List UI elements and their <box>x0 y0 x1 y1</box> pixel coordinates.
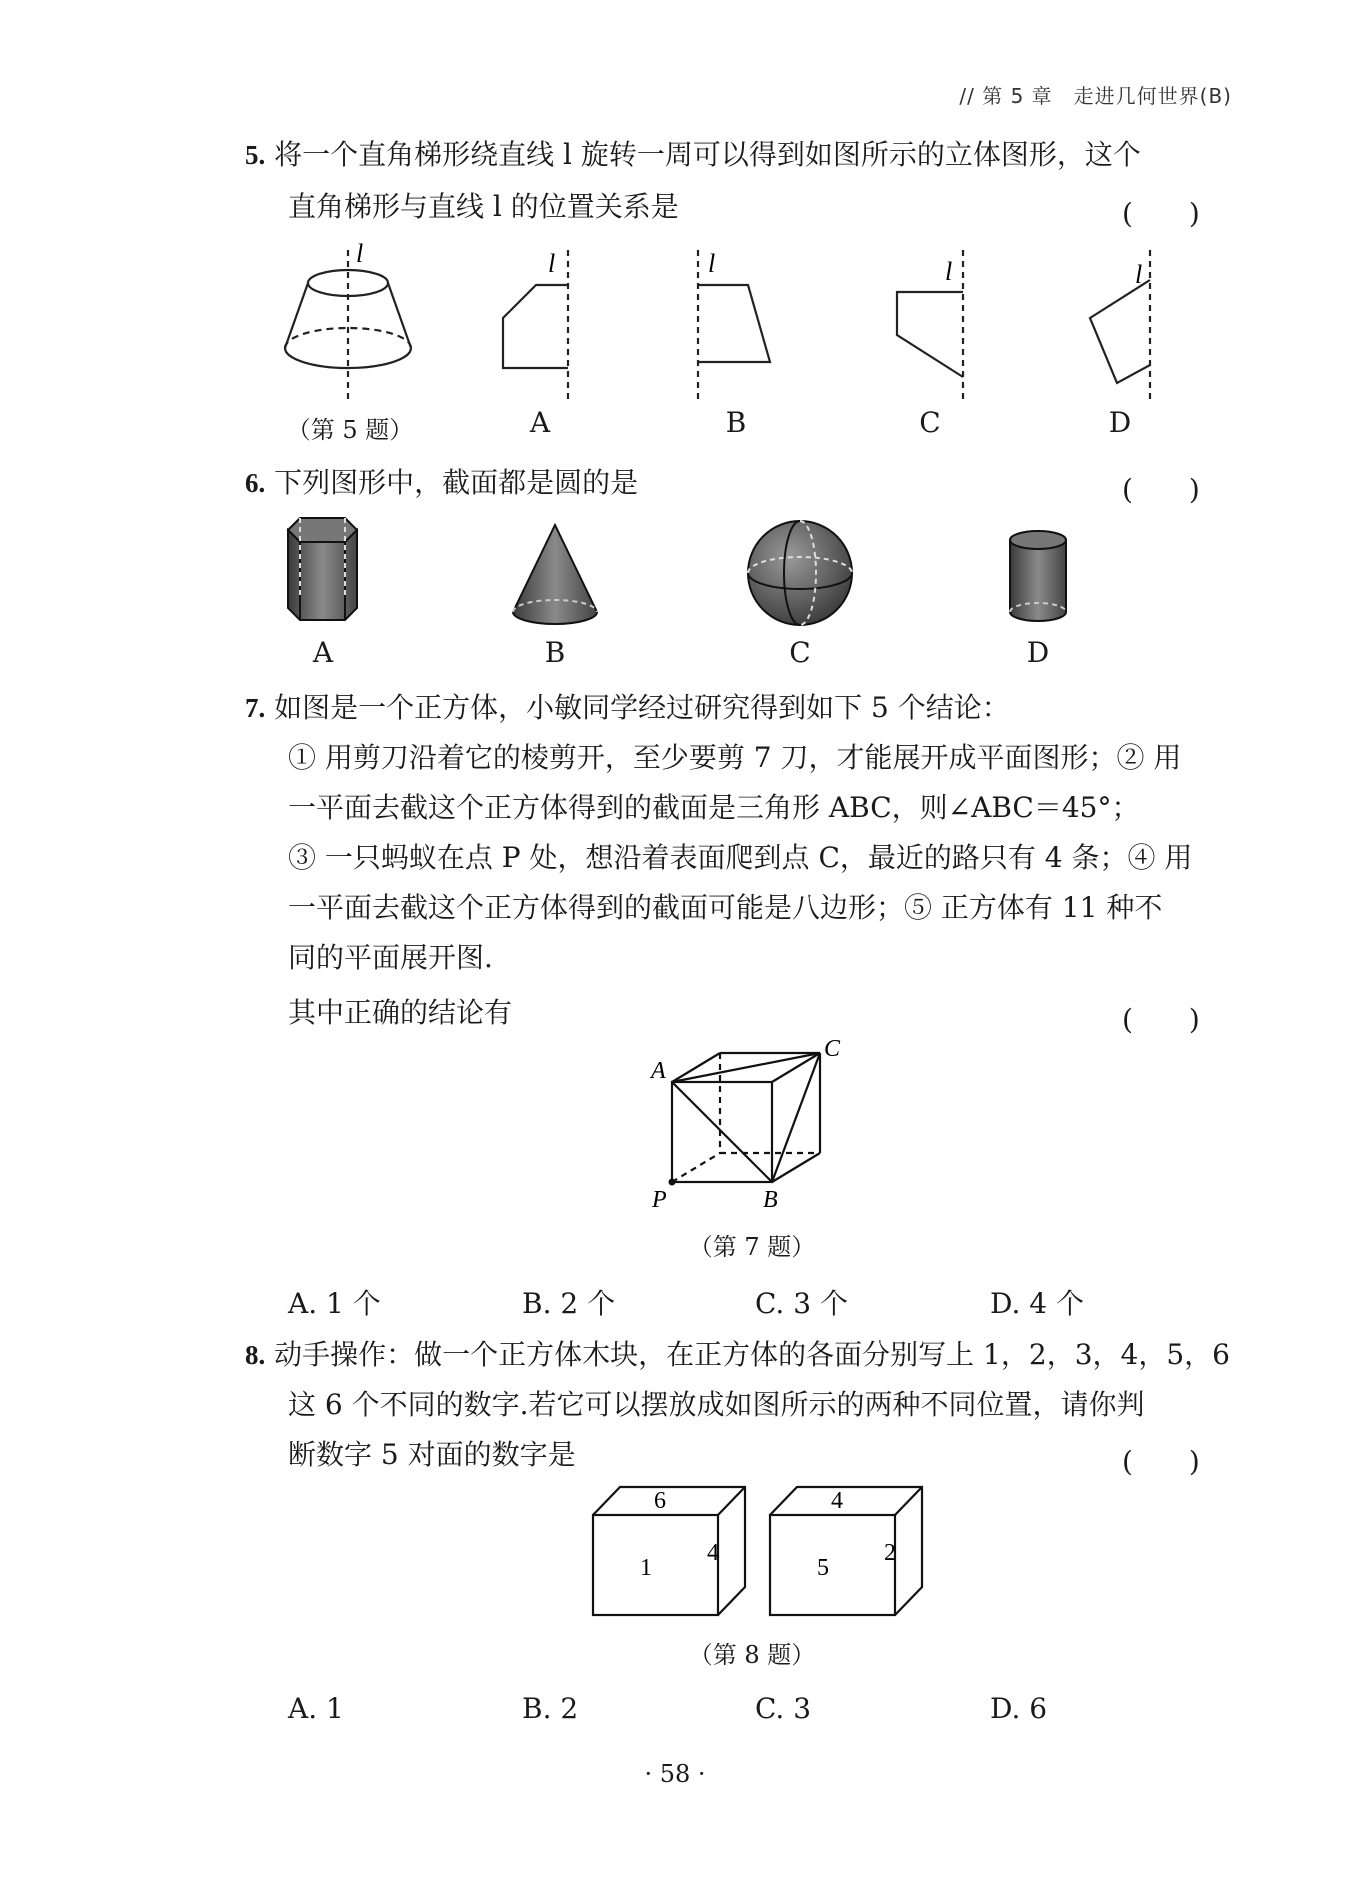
q5-figure-caption: （第 5 题） <box>286 416 414 444</box>
q8-cube-1 <box>593 1487 745 1615</box>
q5-option-c-label[interactable]: C <box>919 406 941 439</box>
q7-number: 7. <box>245 693 266 723</box>
q6-option-d-label[interactable]: D <box>1026 636 1050 669</box>
q7-point-a-label: A <box>651 1058 666 1084</box>
chapter-header: // 第 5 章 走进几何世界(B) <box>959 84 1232 108</box>
q7-answer-paren[interactable]: ( ) <box>1122 1003 1200 1036</box>
q7-point-b-label: B <box>763 1187 778 1213</box>
q6-option-c-label[interactable]: C <box>789 636 811 669</box>
q5-text-line1: 将一个直角梯形绕直线 l 旋转一周可以得到如图所示的立体图形，这个 <box>274 138 1141 171</box>
q5-number: 5. <box>245 140 266 170</box>
q7-point-c-label: C <box>824 1036 841 1062</box>
q7-text-line1: 如图是一个正方体，小敏同学经过研究得到如下 5 个结论： <box>274 691 1010 724</box>
q7-point-p-label: P <box>652 1187 667 1213</box>
q7-text-line2: ① 用剪刀沿着它的棱剪开，至少要剪 7 刀，才能展开成平面图形；② 用 <box>288 741 1182 774</box>
page-number: · 58 · <box>644 1760 706 1788</box>
q8-cube-2 <box>770 1487 922 1615</box>
q8-cube2-top-number: 4 <box>831 1488 843 1514</box>
q7-text-line4: ③ 一只蚂蚁在点 P 处，想沿着表面爬到点 C，最近的路只有 4 条；④ 用 <box>288 841 1193 874</box>
q8-figure-caption: （第 8 题） <box>688 1641 816 1669</box>
q6-option-a-label[interactable]: A <box>312 636 334 669</box>
q8-cube1-side-number: 4 <box>707 1540 719 1566</box>
q6-number: 6. <box>245 468 266 498</box>
q5-axis-label-d: l <box>1135 260 1143 289</box>
q5-answer-paren[interactable]: ( ) <box>1122 197 1200 230</box>
q8-text-line3: 断数字 5 对面的数字是 <box>288 1438 576 1471</box>
q8-number: 8. <box>245 1340 266 1370</box>
q5-option-d-label[interactable]: D <box>1108 406 1132 439</box>
q7-choice-c[interactable]: C. 3 个 <box>755 1287 848 1320</box>
q5-axis-label-a: l <box>548 249 556 278</box>
q8-text-line1: 动手操作：做一个正方体木块，在正方体的各面分别写上 1，2，3，4，5，6 <box>274 1338 1230 1371</box>
q5-text-line2: 直角梯形与直线 l 的位置关系是 <box>288 190 679 223</box>
q5-axis-label-c: l <box>945 257 953 286</box>
q6-option-b-label[interactable]: B <box>544 636 566 669</box>
q7-question-ask: 其中正确的结论有 <box>288 996 513 1029</box>
q5-axis-label-b: l <box>708 249 716 278</box>
q8-cube1-top-number: 6 <box>654 1488 666 1514</box>
q8-cube2-front-number: 5 <box>817 1555 829 1581</box>
q8-choice-c[interactable]: C. 3 <box>755 1692 812 1725</box>
q6-answer-paren[interactable]: ( ) <box>1122 473 1200 506</box>
q5-axis-label-main: l <box>356 239 364 268</box>
q6-text-line1: 下列图形中，截面都是圆的是 <box>274 466 639 499</box>
q7-choice-a[interactable]: A. 1 个 <box>288 1287 381 1320</box>
q8-cube1-front-number: 1 <box>640 1555 652 1581</box>
q7-text-line3: 一平面去截这个正方体得到的截面是三角形 ABC，则∠ABC＝45°； <box>288 791 1140 824</box>
q8-choice-a[interactable]: A. 1 <box>288 1692 344 1725</box>
q7-choice-b[interactable]: B. 2 个 <box>522 1287 616 1320</box>
q7-text-line5: 一平面去截这个正方体得到的截面可能是八边形；⑤ 正方体有 11 种不 <box>288 891 1163 924</box>
q8-text-line2: 这 6 个不同的数字.若它可以摆放成如图所示的两种不同位置，请你判 <box>288 1388 1145 1421</box>
q7-choice-d[interactable]: D. 4 个 <box>990 1287 1084 1320</box>
q8-cube2-side-number: 2 <box>884 1540 896 1566</box>
q7-figure-caption: （第 7 题） <box>688 1233 816 1261</box>
q5-option-b-label[interactable]: B <box>725 406 747 439</box>
q8-answer-paren[interactable]: ( ) <box>1122 1445 1200 1478</box>
q8-choice-d[interactable]: D. 6 <box>990 1692 1048 1725</box>
q5-option-a-label[interactable]: A <box>529 406 551 439</box>
q7-text-line6: 同的平面展开图. <box>288 941 493 974</box>
q8-choice-b[interactable]: B. 2 <box>522 1692 579 1725</box>
